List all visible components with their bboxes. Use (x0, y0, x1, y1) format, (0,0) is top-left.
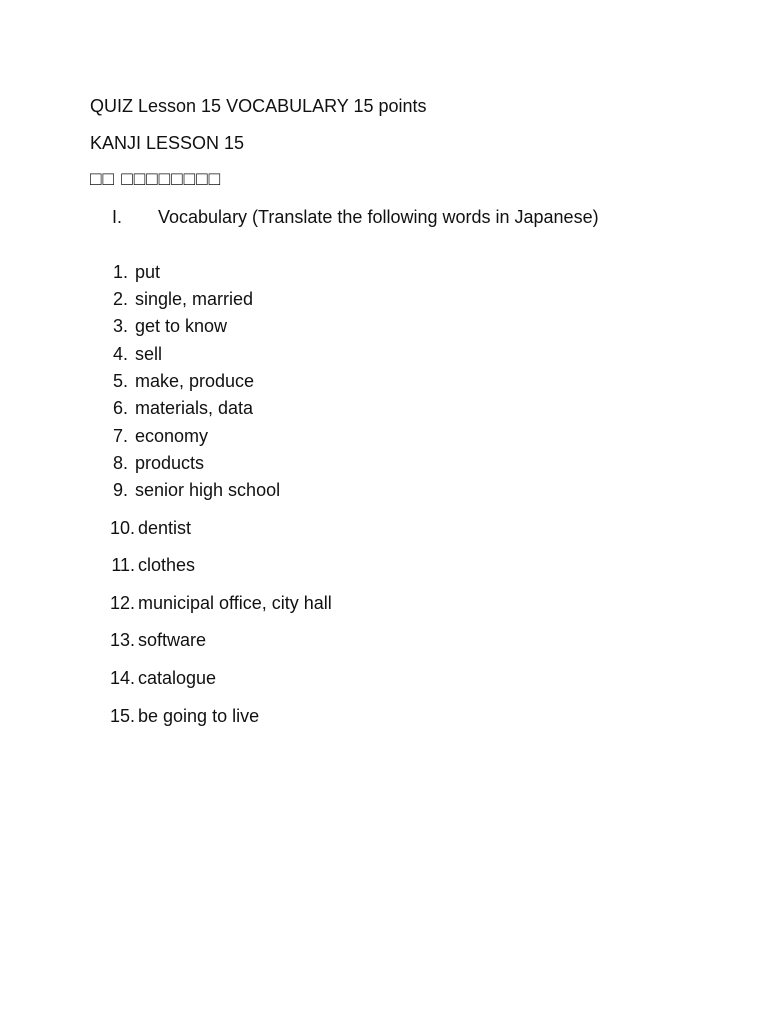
list-item-number: 9. (112, 480, 128, 500)
list-item-text: get to know (135, 316, 228, 336)
unrendered-japanese-text: □□ □□□□□□□□ (90, 169, 222, 190)
list-item-text: materials, data (135, 398, 254, 418)
list-item-number: 15. (109, 706, 135, 726)
list-item-number: 12. (109, 593, 135, 613)
list-item-text: single, married (135, 289, 254, 309)
section-instructions: Vocabulary (Translate the following words in Japanese) (158, 207, 599, 227)
list-item-text: products (135, 453, 205, 473)
list-item-number: 5. (112, 371, 128, 391)
list-item-text: catalogue (138, 668, 217, 688)
list-item-number: 1. (112, 262, 128, 282)
section-number: I. (112, 207, 123, 227)
kanji-lesson-heading: KANJI LESSON 15 (90, 133, 245, 153)
list-item-number: 10. (109, 518, 135, 538)
list-item-number: 7. (112, 426, 128, 446)
list-item-text: economy (135, 426, 209, 446)
list-item-text: municipal office, city hall (138, 593, 332, 613)
list-item-text: clothes (138, 555, 196, 575)
quiz-title: QUIZ Lesson 15 VOCABULARY 15 points (90, 96, 427, 116)
list-item-text: sell (135, 344, 163, 364)
list-item-number: 2. (112, 289, 128, 309)
list-item-number: 3. (112, 316, 128, 336)
list-item-text: put (135, 262, 161, 282)
list-item-number: 13. (109, 630, 135, 650)
list-item-number: 8. (112, 453, 128, 473)
list-item-number: 11. (111, 555, 135, 575)
list-item-text: make, produce (135, 371, 255, 391)
list-item-text: software (138, 630, 207, 650)
list-item-number: 14. (109, 668, 135, 688)
list-item-text: be going to live (138, 706, 260, 726)
list-item-text: dentist (138, 518, 192, 538)
list-item-text: senior high school (135, 480, 281, 500)
list-item-number: 4. (112, 344, 128, 364)
list-item-number: 6. (112, 398, 128, 418)
